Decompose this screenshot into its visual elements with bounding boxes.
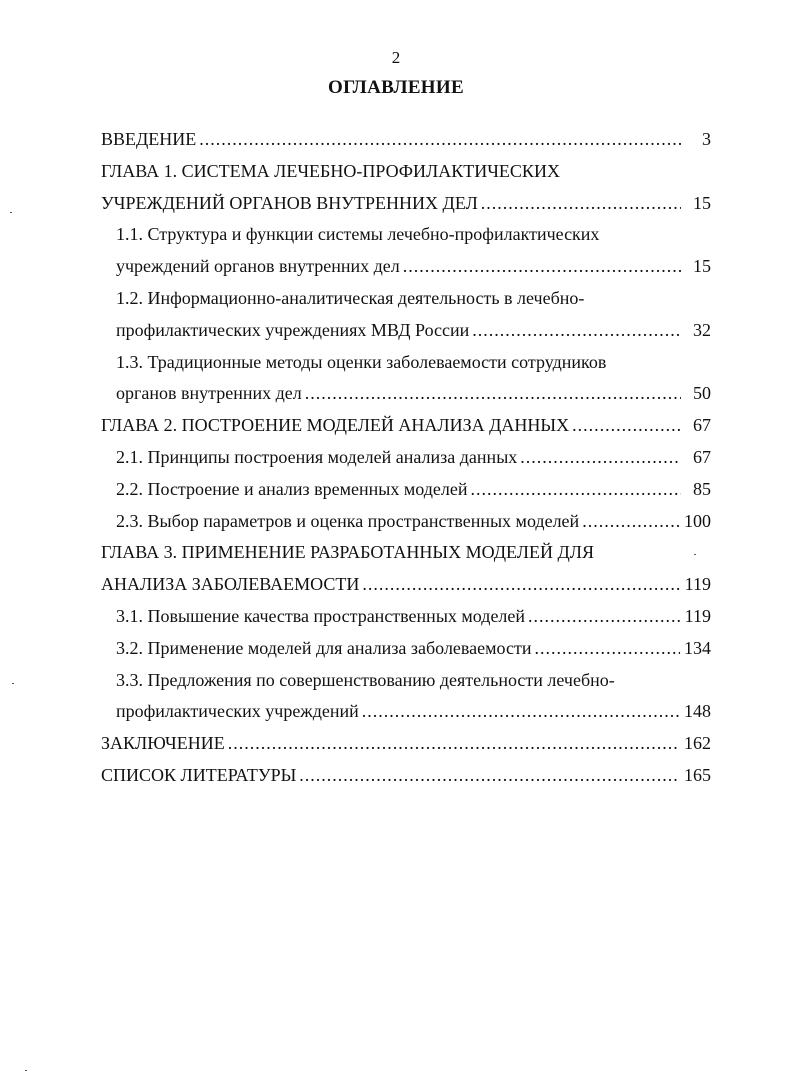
toc-entry-page: 148 xyxy=(684,701,711,722)
toc-entry-title: СПИСОК ЛИТЕРАТУРЫ xyxy=(101,764,297,785)
toc-entry xyxy=(101,219,711,251)
toc-entry xyxy=(101,283,711,315)
toc-entry-title: учреждений органов внутренних дел xyxy=(116,256,400,277)
toc-entry xyxy=(101,665,711,697)
table-of-contents xyxy=(101,124,711,792)
toc-leader-dots xyxy=(362,569,680,601)
scan-speck xyxy=(694,554,696,555)
toc-leader-dots xyxy=(481,188,681,220)
toc-entry-page: 15 xyxy=(693,192,711,213)
toc-entry-title: органов внутренних дел xyxy=(116,383,302,404)
page-title: ОГЛАВЛЕНИЕ xyxy=(328,77,464,98)
toc-entry-page: 100 xyxy=(684,510,711,531)
scan-speck xyxy=(25,1070,27,1071)
toc-leader-dots xyxy=(582,506,680,538)
toc-entry-title: 3.2. Применение моделей для анализа заболеваемости xyxy=(116,637,532,658)
toc-entry-page: 15 xyxy=(693,256,711,277)
toc-leader-dots xyxy=(299,760,680,792)
toc-entry-page: 3 xyxy=(702,129,711,149)
toc-leader-dots xyxy=(470,474,681,506)
toc-entry-title: 1.1. Структура и функции системы лечебно-профилактических xyxy=(116,224,600,245)
page-number: 2 xyxy=(391,48,401,67)
toc-entry-page: 50 xyxy=(693,383,711,404)
toc-entry xyxy=(101,315,711,347)
toc-leader-dots xyxy=(572,410,681,442)
toc-entry-title: ГЛАВА 2. ПОСТРОЕНИЕ МОДЕЛЕЙ АНАЛИЗА ДАННЫХ xyxy=(101,415,570,436)
toc-leader-dots xyxy=(534,633,680,665)
scan-speck xyxy=(12,683,14,684)
toc-entry-title: 2.1. Принципы построения моделей анализа данных xyxy=(116,446,518,467)
toc-entry xyxy=(101,378,711,410)
toc-entry-page: 162 xyxy=(684,733,711,754)
toc-entry-title: УЧРЕЖДЕНИЙ ОРГАНОВ ВНУТРЕННИХ ДЕЛ xyxy=(101,192,478,213)
toc-entry-title: ВВЕДЕНИЕ xyxy=(101,129,197,149)
toc-leader-dots xyxy=(520,442,681,474)
toc-entry-title: ГЛАВА 3. ПРИМЕНЕНИЕ РАЗРАБОТАННЫХ МОДЕЛЕЙ ДЛЯ xyxy=(101,542,594,563)
toc-entry-title: 2.3. Выбор параметров и оценка пространственных моделей xyxy=(116,510,580,531)
toc-entry-title: 3.3. Предложения по совершенствованию деятельности лечебно- xyxy=(116,669,615,690)
toc-leader-dots xyxy=(362,696,680,728)
toc-leader-dots xyxy=(403,251,681,283)
toc-entry-title: профилактических учреждений xyxy=(116,701,359,722)
toc-entry xyxy=(101,506,711,538)
toc-entry-title: 1.2. Информационно-аналитическая деятельность в лечебно- xyxy=(116,287,585,308)
toc-entry-page: 67 xyxy=(693,415,711,436)
toc-entry-title: ЗАКЛЮЧЕНИЕ xyxy=(101,733,225,754)
toc-entry xyxy=(101,251,711,283)
toc-entry-title: профилактических учреждениях МВД России xyxy=(116,319,470,340)
toc-entry-title: 2.2. Построение и анализ временных моделей xyxy=(116,478,468,499)
toc-leader-dots xyxy=(305,378,681,410)
toc-entry xyxy=(101,347,711,379)
toc-entry-page: 32 xyxy=(693,319,711,340)
toc-entry-title: ГЛАВА 1. СИСТЕМА ЛЕЧЕБНО-ПРОФИЛАКТИЧЕСКИХ xyxy=(101,160,560,181)
toc-entry xyxy=(101,728,711,760)
toc-entry-title: 1.3. Традиционные методы оценки заболеваемости сотрудников xyxy=(116,351,607,372)
toc-leader-dots xyxy=(472,315,681,347)
toc-entry xyxy=(101,569,711,601)
toc-entry-page: 165 xyxy=(684,764,711,785)
toc-entry xyxy=(101,696,711,728)
scan-speck xyxy=(10,212,12,213)
toc-entry xyxy=(101,537,711,569)
toc-leader-dots xyxy=(228,728,680,760)
toc-entry xyxy=(101,442,711,474)
toc-entry xyxy=(101,601,711,633)
toc-entry-title: 3.1. Повышение качества пространственных моделей xyxy=(116,605,526,626)
toc-entry-page: 85 xyxy=(693,478,711,499)
toc-entry xyxy=(101,188,711,220)
toc-entry xyxy=(101,633,711,665)
toc-entry xyxy=(101,156,711,188)
toc-entry-page: 67 xyxy=(693,446,711,467)
toc-entry xyxy=(101,474,711,506)
toc-entry xyxy=(101,124,711,156)
toc-entry xyxy=(101,760,711,792)
toc-leader-dots xyxy=(199,124,681,156)
toc-entry-page: 119 xyxy=(684,605,711,626)
toc-leader-dots xyxy=(528,601,681,633)
toc-entry xyxy=(101,410,711,442)
toc-entry-title: АНАЛИЗА ЗАБОЛЕВАЕМОСТИ xyxy=(101,574,360,595)
toc-entry-page: 134 xyxy=(684,637,711,658)
toc-entry-page: 119 xyxy=(684,574,711,595)
